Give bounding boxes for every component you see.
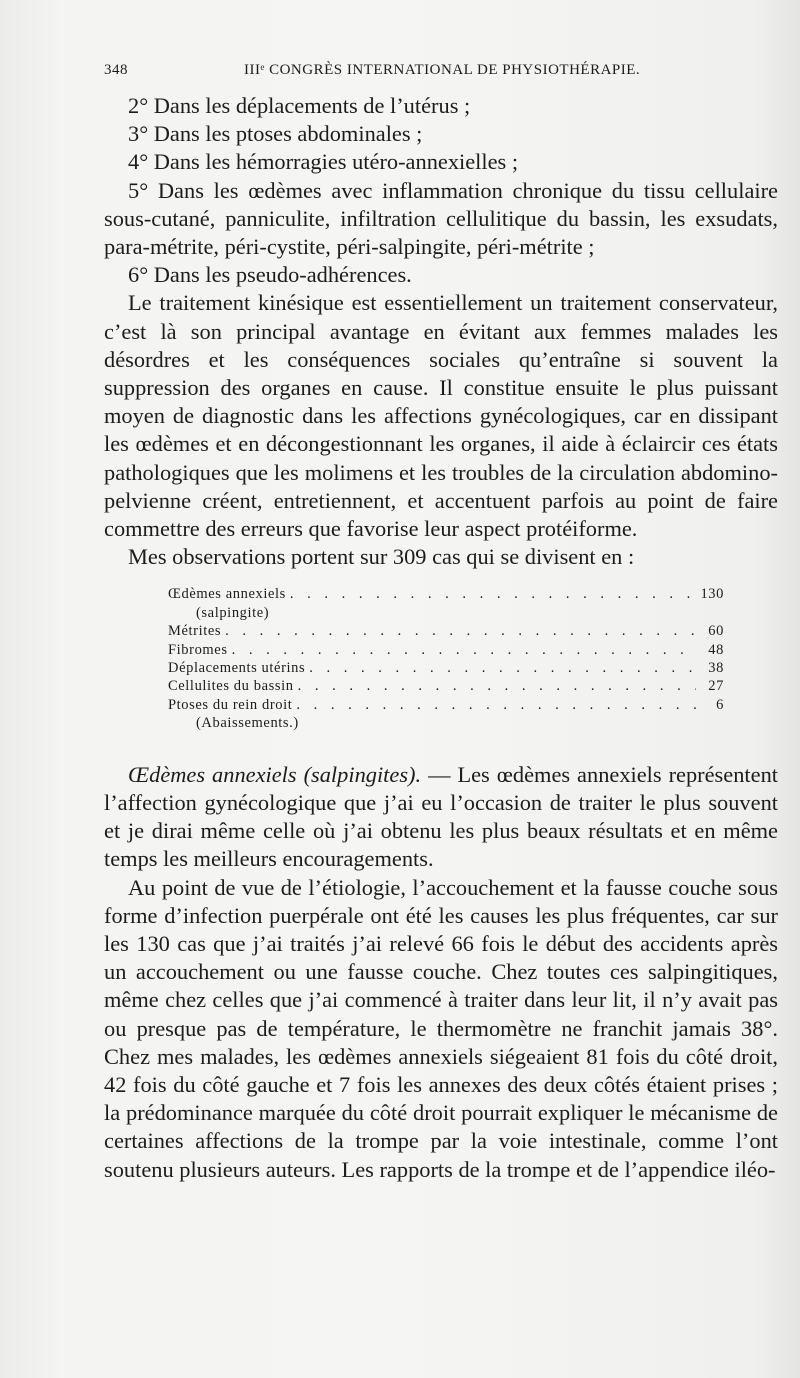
section-paragraph bbox=[104, 761, 778, 874]
case-table bbox=[168, 585, 724, 732]
row-label: Métrites bbox=[168, 623, 222, 640]
row-value: 60 bbox=[708, 623, 724, 640]
body-text bbox=[104, 92, 778, 1184]
row-value: 130 bbox=[700, 586, 724, 603]
spacer bbox=[104, 743, 778, 761]
leader-dots bbox=[286, 585, 696, 603]
list-item: 4° Dans les hémorragies utéro-annexielles ; bbox=[128, 149, 519, 175]
row-sublabel: (salpingite) bbox=[196, 604, 270, 621]
running-header bbox=[104, 62, 772, 88]
list-item: 2° Dans les déplacements de l’utérus ; bbox=[128, 93, 471, 118]
list-item: 5° Dans les œdèmes avec inflammation chronique du tissu cellulaire sous-cutané, panniculite, infiltration cellulitique du bassin, les exsudats, para-métrite, péri-cystite, péri-salpingite, péri-métrite ; bbox=[104, 177, 778, 260]
table-row bbox=[168, 622, 724, 640]
page-number: 348 bbox=[104, 62, 128, 78]
paragraph: Au point de vue de l’étiologie, l’accouchement et la fausse couche sous forme d’infection puerpérale ont été les causes les plus fréquentes, car sur les 130 cas que j’ai traités j’ai relevé 66 fois le début des accidents après un accouchement ou une fausse couche. Chez toutes ces salpingitiques, même chez celles que j’ai commencé à traiter dans leur lit, il n’y avait pas ou presque pas de température, le thermomètre ne franchit jamais 38°. Chez mes malades, les œdèmes annexiels siégeaient 81 fois du côté droit, 42 fois du côté gauche et 7 fois les annexes des deux côtés étaient prises ; la prédominance marquée du côté droit pourrait expliquer le mécanisme de certaines affections de la trompe par la voie intestinale, comme l’ont soutenu plusieurs auteurs. Les rapports de la trompe et de l’appendice iléo- bbox=[104, 874, 778, 1182]
row-value: 48 bbox=[708, 641, 724, 658]
table-row bbox=[168, 659, 724, 677]
list-item: 6° Dans les pseudo-adhérences. bbox=[128, 262, 412, 288]
row-value: 6 bbox=[716, 696, 724, 713]
running-title: IIIᵉ CONGRÈS INTERNATIONAL DE PHYSIOTHÉRAPIE. bbox=[244, 62, 641, 78]
leader-dots bbox=[221, 622, 696, 640]
row-label: Ptoses du rein droit bbox=[168, 696, 293, 713]
list-item: 3° Dans les ptoses abdominales ; bbox=[128, 121, 423, 147]
paragraph: Le traitement kinésique est essentiellement un traitement conservateur, c’est là son principal avantage en évitant aux femmes malades les désordres et les conséquences sociales qu’entraîne si souvent la suppression des organes en cause. Il constitue ensuite le plus puissant moyen de diagnostic dans les affections gynécologiques, car en dissipant les œdèmes et en décongestionnant les organes, il aide à éclaircir ces états pathologiques que les molimens et les troubles de la circulation abdomino-pelvienne créent, entretiennent, et accentuent parfois au point de faire commettre des erreurs que favorise leur aspect protéiforme. bbox=[104, 290, 778, 542]
row-label: Déplacements utérins bbox=[168, 660, 306, 677]
table-row bbox=[168, 641, 724, 659]
row-value: 27 bbox=[708, 678, 724, 695]
paragraph: Mes observations portent sur 309 cas qui se divisent en : bbox=[128, 544, 635, 570]
row-value: 38 bbox=[708, 660, 724, 677]
table-row bbox=[168, 585, 724, 622]
table-row bbox=[168, 696, 724, 733]
leader-dots bbox=[228, 641, 696, 659]
section-heading: Œdèmes annexiels (salpingites). bbox=[128, 761, 422, 787]
row-label: Fibromes bbox=[168, 641, 228, 658]
row-label: Œdèmes annexiels bbox=[168, 586, 286, 603]
section-dash: — bbox=[421, 761, 458, 787]
section-text: Les œdèmes annexiels représentent l’affection gynécologique que j’ai eu l’occasion de traiter le plus souvent et je dirai même celle où j’ai obtenu les plus beaux résultats et en même temps les meilleurs encouragements. bbox=[104, 761, 778, 872]
leader-dots bbox=[292, 696, 696, 714]
row-label: Cellulites du bassin bbox=[168, 678, 294, 695]
table-row bbox=[168, 677, 724, 695]
row-sublabel: (Abaissements.) bbox=[196, 715, 299, 732]
leader-dots bbox=[294, 677, 696, 695]
leader-dots bbox=[305, 659, 696, 677]
